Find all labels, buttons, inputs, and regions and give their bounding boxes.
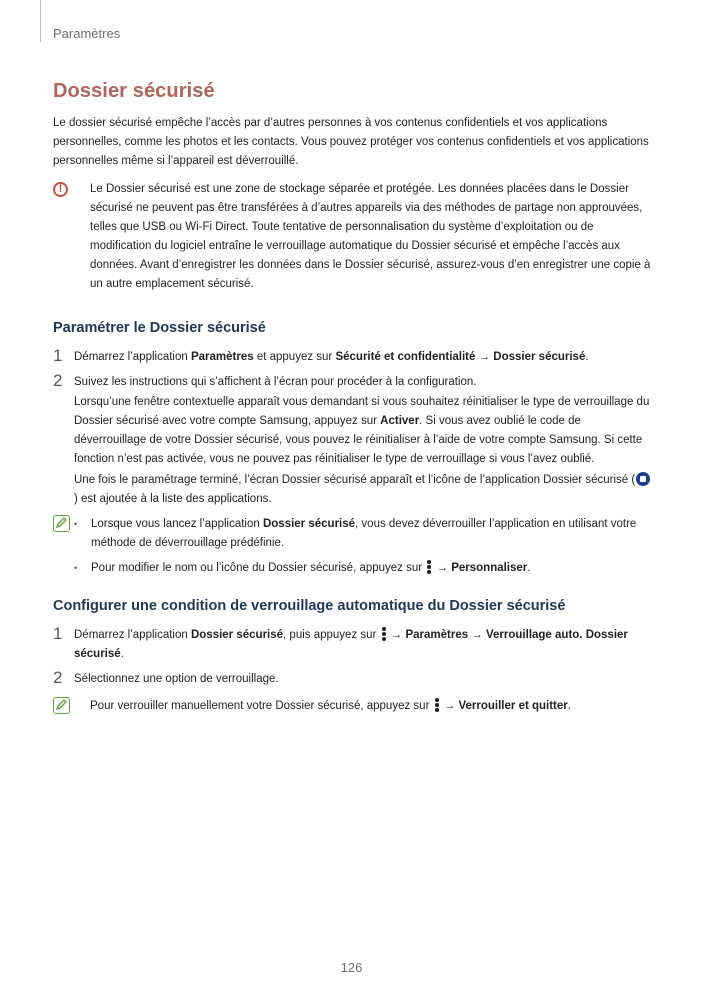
step-paragraph: Une fois le paramétrage terminé, l’écran Dossier sécurisé apparaît et l’icône de l’application Dossier sécurisé () est ajoutée à la liste des applications. (74, 471, 653, 509)
step-text: Démarrez l’application Paramètres et appuyez sur Sécurité et confidentialité → Dossier sécurisé. (74, 351, 589, 363)
step-number: 2 (53, 668, 63, 687)
autolock-step-2 (53, 670, 653, 689)
step-text: Démarrez l’application Dossier sécurisé, puis appuyez sur → Paramètres → Verrouillage auto. Dossier sécurisé. (74, 629, 628, 660)
setup-step-2 (53, 373, 653, 509)
autolock-subtitle: Configurer une condition de verrouillage automatique du Dossier sécurisé (53, 598, 566, 614)
section-title: Dossier sécurisé (53, 80, 215, 102)
memo-icon (53, 697, 70, 714)
setup-step-1 (53, 348, 653, 367)
step-number: 1 (53, 624, 63, 643)
list-item: • Lorsque vous lancez l’application Dossier sécurisé, vous devez déverrouiller l’application en utilisant votre méthode de déverrouillage prédéfinie. (74, 515, 653, 553)
step-text: Sélectionnez une option de verrouillage. (74, 673, 279, 685)
step-paragraph: Lorsqu’une fenêtre contextuelle apparaît vous demandant si vous souhaitez réinitialiser le type de verrouillage du Dossier sécurisé avec votre compte Samsung, appuyez sur Activer. Si vous avez oublié le code de déverrouillage de votre Dossier sécurisé, vous pouvez le réinitialiser à l’aide de votre compte Samsung. Si cette fonction n’est pas activée, vous ne pouvez pas réinitialiser le type de verrouillage si vous l’avez oublié. (74, 396, 650, 465)
caution-note (53, 180, 653, 294)
setup-subtitle: Paramétrer le Dossier sécurisé (53, 320, 266, 336)
caution-text: Le Dossier sécurisé est une zone de stockage séparée et protégée. Les données placées dans le Dossier sécurisé ne peuvent pas être transférées à d’autres appareils via des méthodes de partage non approuvées, telles que USB ou Wi-Fi Direct. Toute tentative de personnalisation du système d’exploitation ou de modification du logiciel entraîne le verrouillage automatique du Dossier sécurisé et empêche l’accès aux données. Avant d’enregistrer les données dans le Dossier sécurisé, assurez-vous d’en enregistrer une copie à un autre emplacement sécurisé. (90, 183, 651, 290)
secure-folder-app-icon (636, 472, 650, 486)
memo-text: Pour verrouiller manuellement votre Dossier sécurisé, appuyez sur → Verrouiller et quitter. (90, 700, 571, 712)
more-options-icon (435, 698, 439, 712)
step-number: 1 (53, 346, 63, 365)
memo-note (53, 515, 653, 578)
step-number: 2 (53, 371, 63, 390)
autolock-step-1 (53, 626, 653, 664)
step-text: Suivez les instructions qui s’affichent à l’écran pour procéder à la configuration. (74, 376, 477, 388)
memo-note (53, 697, 653, 716)
intro-paragraph: Le dossier sécurisé empêche l’accès par d’autres personnes à vos contenus confidentiels et vos applications personnelles, comme les photos et les contacts. Vous pouvez protéger vos contenus confidentiels et vos applications personnelles même si l’appareil est déverrouillé. (53, 117, 649, 167)
page-content (53, 80, 653, 720)
caution-icon: ! (53, 182, 68, 197)
header-rule (40, 0, 41, 42)
running-header: Paramètres (53, 26, 121, 41)
list-item: • Pour modifier le nom ou l’icône du Dossier sécurisé, appuyez sur → Personnaliser. (74, 559, 653, 578)
page-number: 126 (340, 960, 363, 975)
more-options-icon (382, 627, 386, 641)
tip-list (74, 515, 653, 578)
memo-icon (53, 515, 70, 532)
more-options-icon (427, 560, 431, 574)
